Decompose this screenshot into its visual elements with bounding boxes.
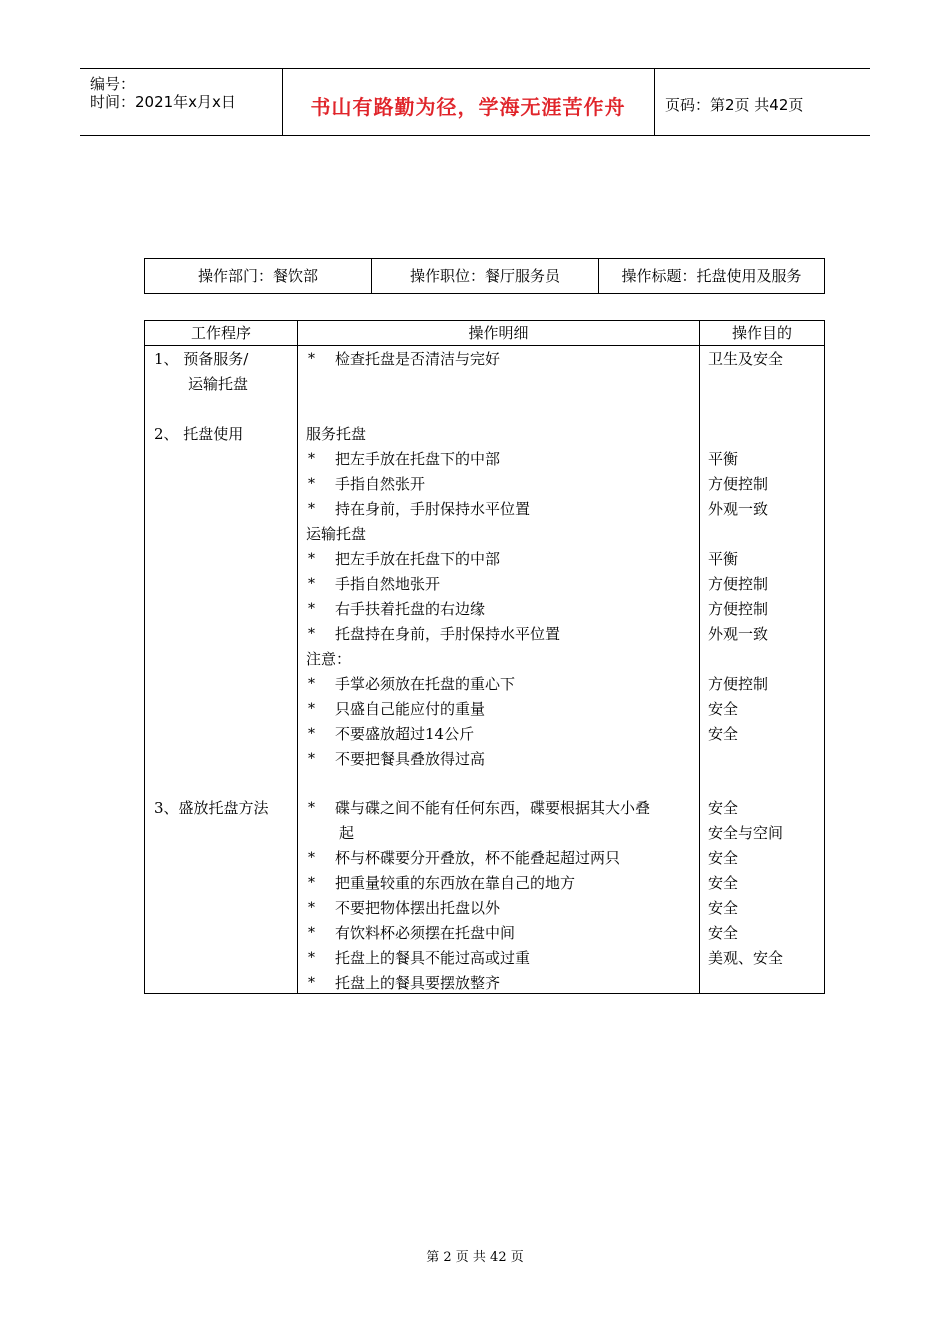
purpose-item: 外观一致	[708, 500, 769, 518]
bullet-star: *	[308, 451, 315, 467]
detail-item: 把重量较重的东西放在靠自己的地方	[335, 874, 576, 892]
bullet-star: *	[308, 950, 315, 966]
purpose-item: 安全	[708, 849, 739, 867]
detail-item: 手指自然张开	[335, 475, 426, 493]
purpose-item: 卫生及安全	[708, 350, 784, 368]
purpose-item: 安全	[708, 700, 739, 718]
purpose-item: 外观一致	[708, 625, 769, 643]
purpose-item: 方便控制	[708, 475, 769, 493]
bullet-star: *	[308, 551, 315, 567]
info-table	[144, 258, 825, 294]
bullet-star: *	[308, 676, 315, 692]
detail-item-cont: 起	[339, 824, 355, 842]
bullet-star: *	[308, 351, 315, 367]
detail-item: 托盘上的餐具要摆放整齐	[335, 974, 501, 992]
purpose-item: 方便控制	[708, 600, 769, 618]
position-cell: 操作职位：餐厅服务员	[372, 259, 599, 293]
purpose-item: 平衡	[708, 450, 739, 468]
purpose-item: 安全与空间	[708, 824, 784, 842]
motto: 书山有路勤为径，学海无涯苦作舟	[310, 95, 626, 119]
detail-item: 有饮料杯必须摆在托盘中间	[335, 924, 516, 942]
detail-item: 持在身前，手肘保持水平位置	[335, 500, 531, 518]
purpose-item: 安全	[708, 899, 739, 917]
procedure-step-2: 2、 托盘使用	[154, 425, 244, 443]
header-purpose: 操作目的	[731, 324, 792, 342]
bullet-star: *	[308, 601, 315, 617]
header-motto-cell	[282, 69, 655, 135]
column-divider	[297, 321, 298, 993]
bullet-star: *	[308, 900, 315, 916]
bullet-star: *	[308, 626, 315, 642]
detail-item: 手掌必须放在托盘的重心下	[335, 675, 516, 693]
detail-item: 把左手放在托盘下的中部	[335, 450, 501, 468]
detail-item: 不要把餐具叠放得过高	[335, 750, 486, 768]
purpose-item: 安全	[708, 874, 739, 892]
bullet-star: *	[308, 576, 315, 592]
bullet-star: *	[308, 501, 315, 517]
bullet-star: *	[308, 925, 315, 941]
detail-item: 托盘持在身前，手肘保持水平位置	[335, 625, 561, 643]
department-cell: 操作部门：餐饮部	[145, 259, 372, 293]
detail-item: 只盛自己能应付的重量	[335, 700, 486, 718]
page-number-label: 页码：第2页 共42页	[665, 96, 804, 114]
procedure-step-1-cont: 运输托盘	[188, 375, 249, 393]
detail-item: 检查托盘是否清洁与完好	[335, 350, 501, 368]
title-cell: 操作标题：托盘使用及服务	[621, 267, 802, 285]
purpose-item: 安全	[708, 725, 739, 743]
procedure-table	[144, 320, 825, 994]
purpose-item: 方便控制	[708, 575, 769, 593]
column-divider	[699, 321, 700, 993]
bullet-star: *	[308, 850, 315, 866]
detail-item: 杯与杯碟要分开叠放，杯不能叠起超过两只	[335, 849, 621, 867]
bullet-star: *	[308, 726, 315, 742]
purpose-item: 方便控制	[708, 675, 769, 693]
detail-item: 不要把物体摆出托盘以外	[335, 899, 501, 917]
detail-subheading: 运输托盘	[306, 525, 367, 543]
bullet-star: *	[308, 476, 315, 492]
bullet-star: *	[308, 800, 315, 816]
procedure-step-1: 1、 预备服务/	[154, 350, 249, 368]
header-procedure: 工作程序	[190, 324, 251, 342]
purpose-item: 美观、安全	[708, 949, 784, 967]
header-page-cell	[655, 69, 870, 135]
date-label: 时间：2021年x月x日	[90, 93, 236, 111]
purpose-item: 平衡	[708, 550, 739, 568]
page-footer: 第 2 页 共 42 页	[426, 1250, 524, 1265]
bullet-star: *	[308, 751, 315, 767]
purpose-item: 安全	[708, 799, 739, 817]
page-header	[80, 68, 870, 136]
detail-item: 右手扶着托盘的右边缘	[335, 600, 486, 618]
header-divider	[145, 345, 824, 346]
detail-item: 把左手放在托盘下的中部	[335, 550, 501, 568]
detail-item: 不要盛放超过14公斤	[335, 725, 475, 743]
detail-item: 托盘上的餐具不能过高或过重	[335, 949, 531, 967]
detail-item: 手指自然地张开	[335, 575, 441, 593]
bullet-star: *	[308, 975, 315, 991]
detail-subheading: 服务托盘	[306, 425, 367, 443]
bullet-star: *	[308, 875, 315, 891]
procedure-step-3: 3、盛放托盘方法	[154, 799, 269, 817]
number-label: 编号：	[90, 75, 136, 93]
detail-item: 碟与碟之间不能有任何东西，碟要根据其大小叠	[335, 799, 651, 817]
detail-subheading: 注意：	[306, 650, 352, 668]
bullet-star: *	[308, 701, 315, 717]
header-details: 操作明细	[468, 324, 529, 342]
header-meta-cell	[80, 69, 283, 135]
purpose-item: 安全	[708, 924, 739, 942]
